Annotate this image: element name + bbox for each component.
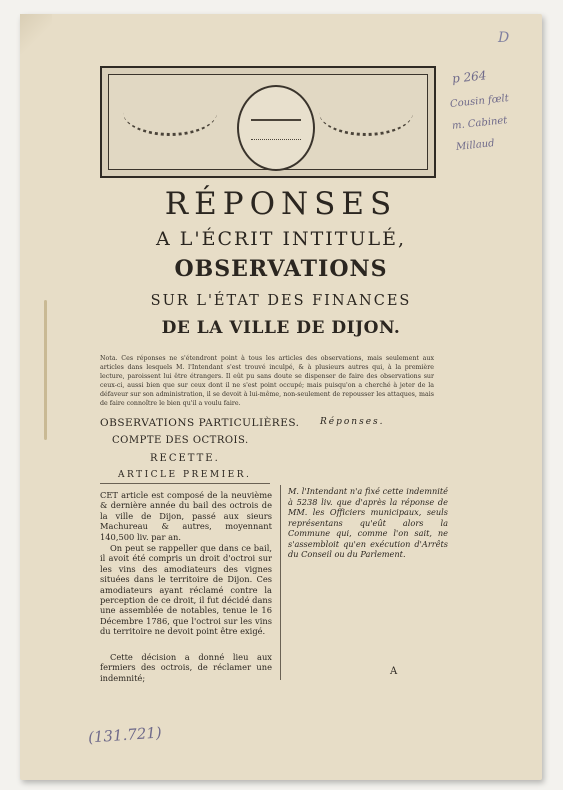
left-paragraph-1: CET article est composé de la neuvième & dernière année du bail des octrois de la ville de Dijon, passé aux sieurs Machureau & autres, moyennant 140,500 liv. par an. xyxy=(100,490,272,542)
heading-rule xyxy=(100,483,270,484)
handwritten-note-line4: Millaud xyxy=(455,138,496,153)
title-etat-finances: SUR L'ÉTAT DES FINANCES xyxy=(150,293,412,309)
title-observations: OBSERVATIONS xyxy=(174,256,388,282)
handwritten-shelfmark: (131.721) xyxy=(87,723,163,747)
title-reponses: RÉPONSES xyxy=(164,186,398,222)
nota-paragraph: Nota. Ces réponses ne s'étendront point à tous les articles des observations, mais seulement aux articles dans lesquels M. l'Intendant s'est trouvé inculpé, & à plusieurs autres qui, à la première lecture, paroissent lui être étrangers. Il eût pu sans doute se dispenser de faire des observations sur ceux-ci, aussi bien que sur ceux dont il ne s'est point occupé; mais puisqu'on a cherché à jeter de la défaveur sur son administration, il se devoit à lui-même, non-seulement de repousser les attaques, mais de faire connoître le bien qu'il a voulu faire. xyxy=(100,355,434,407)
left-paragraph-3: Cette décision a donné lieu aux fermiers des octrois, de réclamer une indemnité; xyxy=(100,652,272,683)
left-paragraph-2: On peut se rappeller que dans ce bail, il avoit été compris un droit d'octroi sur les vins des amodiateurs des vignes situées dans le territoire de Dijon. Ces amodiateurs ayant réclamé contre la perception de ce droit, il fut décidé dans une assemblée de notables, tenue le 16 Décembre 1786, que l'octroi sur les vins du territoire ne devoit point être exigé. xyxy=(100,543,272,637)
heading-observations-particulieres: OBSERVATIONS PARTICULIÈRES. xyxy=(100,417,300,429)
handwritten-note-line3: m. Cabinet xyxy=(451,115,508,132)
heading-reponses-column: Réponses. xyxy=(320,417,385,427)
right-garland xyxy=(319,89,413,136)
page-corner-fold xyxy=(20,14,52,54)
heading-article-premier: ARTICLE PREMIER. xyxy=(118,470,252,480)
column-divider xyxy=(280,485,281,680)
medallion-landscape xyxy=(251,119,301,140)
title-subtitle: A L'ÉCRIT INTITULÉ, xyxy=(155,228,407,250)
central-medallion xyxy=(237,85,315,171)
signature-mark: A xyxy=(390,666,398,677)
left-garland xyxy=(123,89,217,136)
handwritten-note-line1: p 264 xyxy=(451,68,488,86)
engraved-header-ornament xyxy=(100,66,436,178)
right-paragraph-1: M. l'Intendant n'a fixé cette indemnité à 5238 liv. que d'après la réponse de MM. les Officiers municipaux, seuls représentans qu'eût alors la Commune qui, comme l'on sait, ne s'assembloit qu'en exécution d'Arrêts du Conseil ou du Parlement. xyxy=(288,486,448,559)
handwritten-corner-mark: D xyxy=(498,30,510,46)
title-ville-dijon: DE LA VILLE DE DIJON. xyxy=(161,318,401,338)
ornament-frame xyxy=(108,74,428,170)
heading-compte-octrois: COMPTE DES OCTROIS. xyxy=(112,435,249,446)
heading-recette: RECETTE. xyxy=(150,453,220,464)
handwritten-note-line2: Cousin fœlt xyxy=(449,92,510,111)
